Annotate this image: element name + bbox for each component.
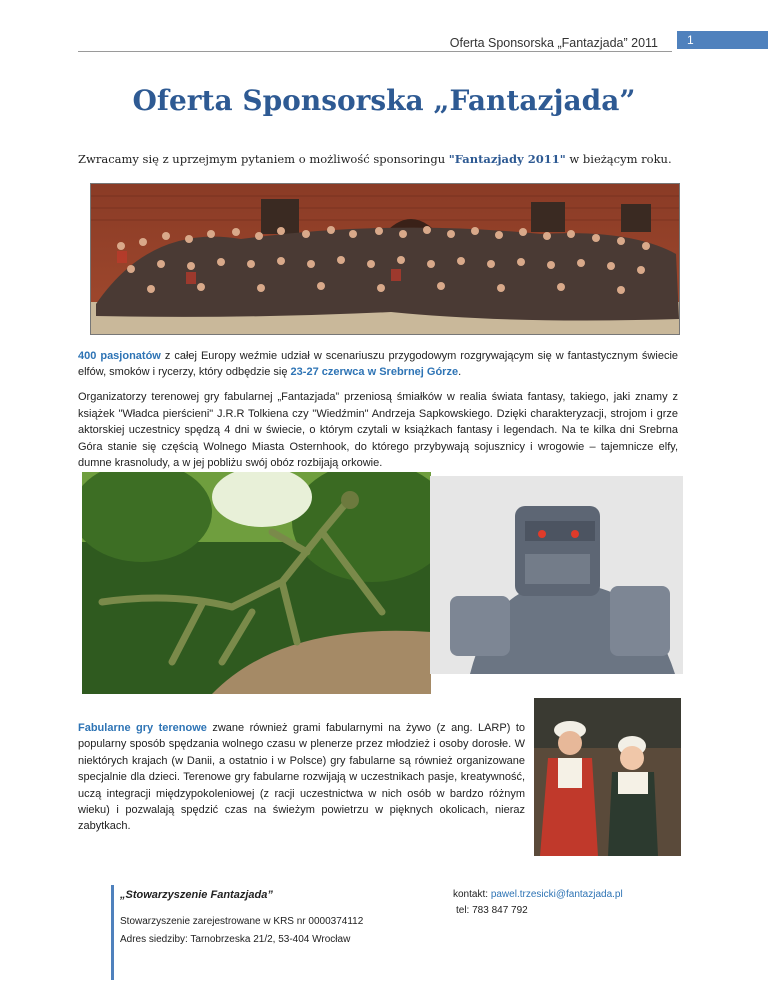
larp-highlight: Fabularne gry terenowe (78, 722, 207, 734)
address-info: Adres siedziby: Tarnobrzeska 21/2, 53-404 Wrocław (120, 934, 351, 945)
event-date: 23-27 czerwca w Srebrnej Górze (290, 366, 459, 378)
page-title: Oferta Sponsorska „Fantazjada” (132, 84, 636, 117)
registration-info: Stowarzyszenie zarejestrowane w KRS nr 0000374112 (120, 916, 364, 927)
contact-phone: tel: 783 847 792 (456, 905, 528, 916)
para1-end: . (458, 366, 462, 378)
page-number-box (677, 31, 768, 49)
contact-line (453, 889, 623, 900)
running-title: Oferta Sponsorska „Fantazjada” 2011 (449, 36, 658, 50)
paragraph-larp (78, 720, 525, 835)
intro-before: Zwracamy się z uprzejmym pytaniem o możliwość sponsoringu (78, 152, 449, 166)
organization-name: „Stowarzyszenie Fantazjada” (120, 889, 273, 901)
contact-label: kontakt: (453, 889, 491, 900)
para3-text: zwane również grami fabularnymi na żywo (z ang. LARP) to popularny sposób spędzania wolnego czasu w plenerze przez młodzież i osoby dorosłe. W niektórych krajach (w Danii, a ostatnio i w Polsce) gry fabularne są również organizowane specjalnie dla dzieci. Terenowe gry fabularne rozwijają w uczestnikach pasje, kreatywność, uczą integracji międzypokoleniowej (z racji uczestnictwa w nich osób w bardzo różnym wieku) i pozwalają spędzić czas na świeżym powietrzu w pięknych okolicach, nieraz zabytkach. (78, 722, 525, 833)
intro-highlight: "Fantazjady 2011" (448, 152, 566, 166)
intro-line (78, 152, 672, 166)
stone-golem-photo (430, 476, 683, 674)
contact-email-link[interactable]: pawel.trzesicki@fantazjada.pl (490, 889, 623, 900)
paragraph-participants (78, 348, 678, 380)
header-rule (78, 51, 672, 52)
costumed-children-photo (534, 698, 681, 856)
footer-accent-bar (111, 885, 114, 980)
participants-count: 400 pasjonatów (78, 350, 161, 362)
page-number: 1 (687, 33, 694, 47)
mantis-sculpture-photo (82, 472, 431, 694)
paragraph-organizers: Organizatorzy terenowej gry fabularnej „Fantazjada” przeniosą śmiałków w realia świata fantasy, takiego, jaki znamy z książek "Władca pierścieni" J.R.R Tolkiena czy "Wiedźmin" Andrzeja Sapkowskiego. Dzięki charakteryzacji, strojom i grze aktorskiej uczestnicy spędzą 4 dni w świecie, o którym czytali w książkach fantasy i legendach. Na te kilka dni Srebrna Góra stanie się częścią Wolnego Miasta Osternhook, do którego przybywają sojusznicy i wrogowie – tajemnicze elfy, dumne krasnoludy, a w jej pobliżu swój obóz rozbijają orkowie. (78, 391, 678, 469)
para1-text: z całej Europy weźmie udział w scenariuszu przygodowym rozgrywającym się w fantastycznym świecie elfów, smoków i rycerzy, który odbędzie się (78, 350, 678, 378)
group-photo (90, 183, 680, 335)
intro-after: w bieżącym roku. (565, 152, 672, 166)
